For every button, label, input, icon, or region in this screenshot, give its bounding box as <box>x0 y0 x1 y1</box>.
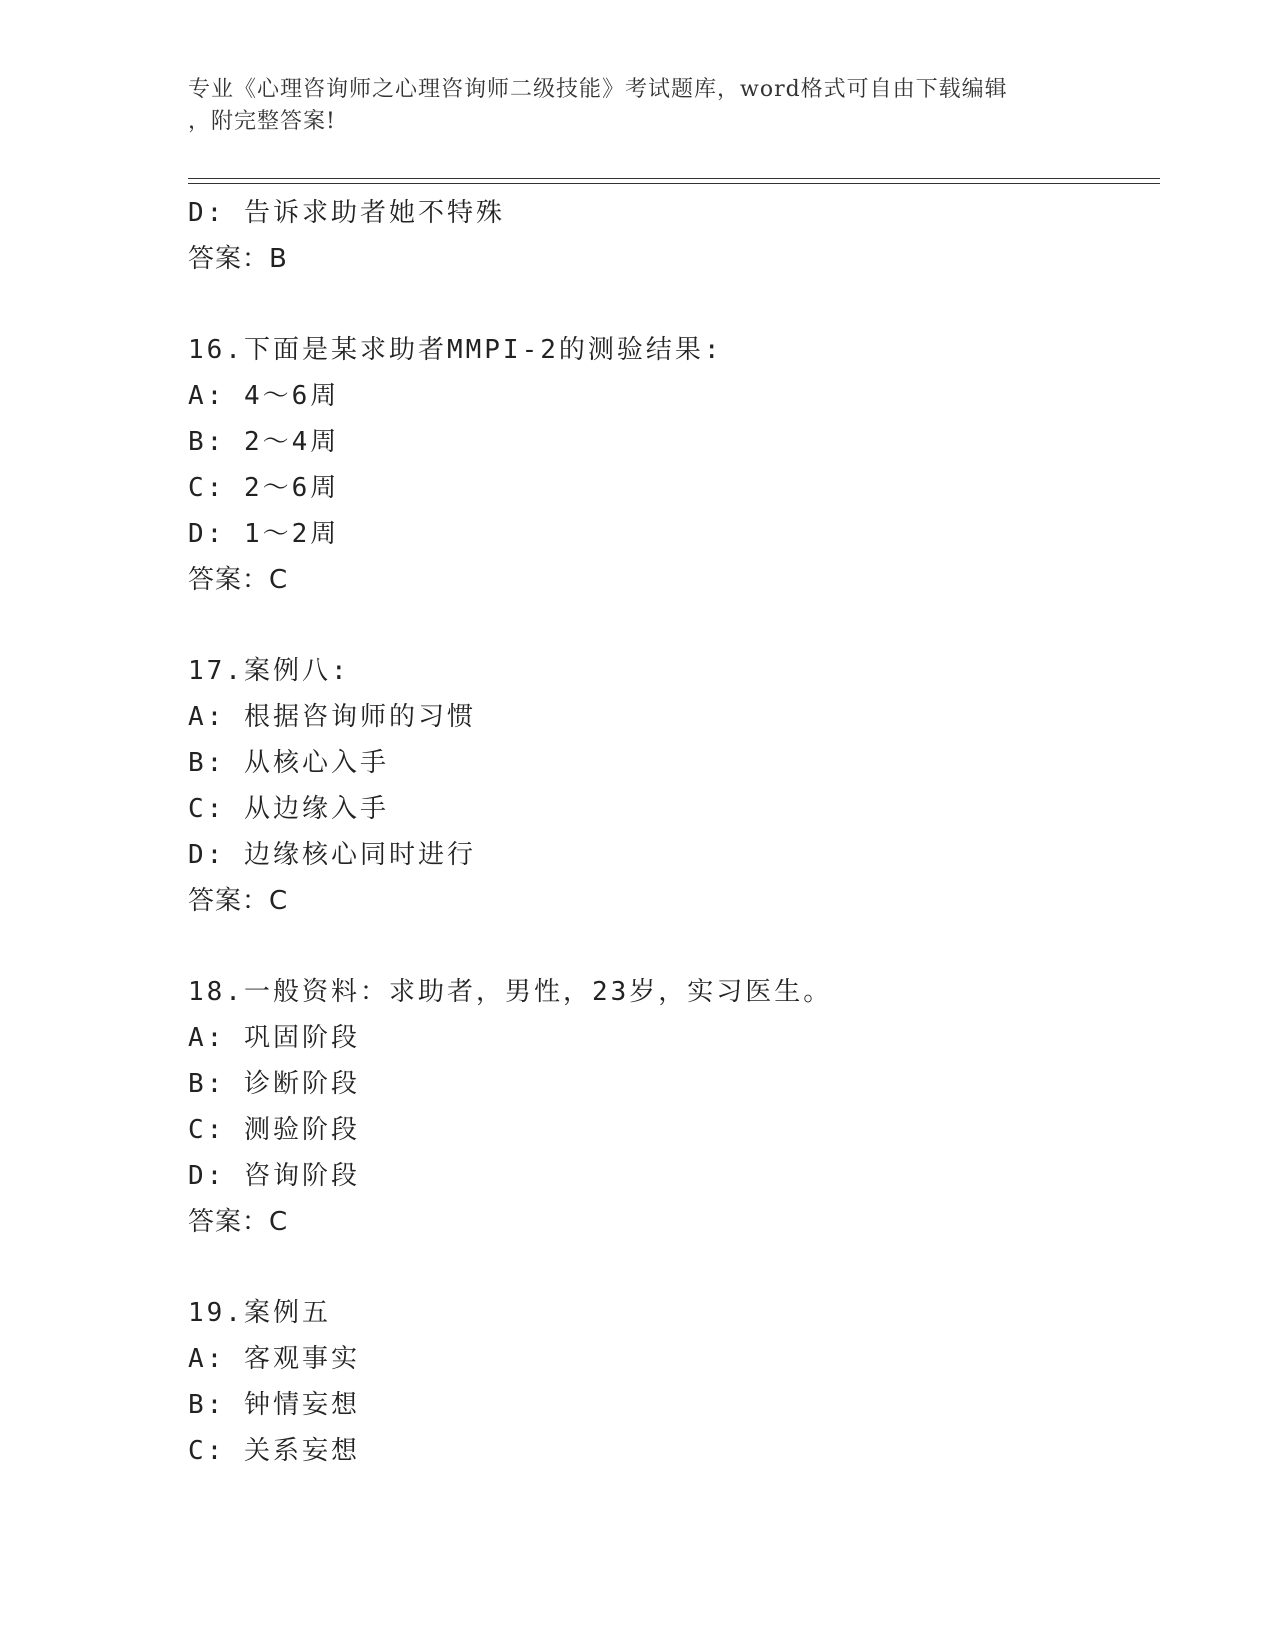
option-d: D: 边缘核心同时进行 <box>188 840 476 870</box>
spacer <box>188 603 1160 648</box>
question-16 <box>188 327 1160 603</box>
option-c: C: 关系妄想 <box>188 1436 360 1466</box>
question-stem: 18.一般资料：求助者，男性，23岁，实习医生。 <box>188 977 833 1007</box>
option-b: B: 诊断阶段 <box>188 1069 360 1099</box>
header-divider-bottom <box>188 183 1160 184</box>
spacer <box>188 1245 1160 1290</box>
question-17 <box>188 648 1160 924</box>
spacer <box>188 282 1160 327</box>
header-line-2: ，附完整答案! <box>188 109 336 134</box>
question-stem: 19.案例五 <box>188 1298 331 1328</box>
document-header <box>188 74 1088 138</box>
option-a: A: 巩固阶段 <box>188 1023 360 1053</box>
option-d: D: 1～2周 <box>188 519 340 549</box>
answer-line: 答案：C <box>188 886 289 916</box>
option-d: D: 咨询阶段 <box>188 1161 360 1191</box>
header-divider-top <box>188 178 1160 179</box>
question-list <box>188 190 1160 1474</box>
header-line-1: 专业《心理咨询师之心理咨询师二级技能》考试题库，word格式可自由下载编辑 <box>188 77 1008 102</box>
option-a: A: 根据咨询师的习惯 <box>188 702 476 732</box>
question-19 <box>188 1290 1160 1474</box>
option-a: A: 客观事实 <box>188 1344 360 1374</box>
option-c: C: 从边缘入手 <box>188 794 389 824</box>
answer-line: 答案：C <box>188 1207 289 1237</box>
option-b: B: 从核心入手 <box>188 748 389 778</box>
option-c: C: 2～6周 <box>188 473 340 503</box>
option-b: B: 2～4周 <box>188 427 340 457</box>
spacer <box>188 924 1160 969</box>
option-d: D: 告诉求助者她不特殊 <box>188 198 505 228</box>
option-c: C: 测验阶段 <box>188 1115 360 1145</box>
question-18 <box>188 969 1160 1245</box>
answer-line: 答案：C <box>188 565 289 595</box>
question-stem: 16.下面是某求助者MMPI-2的测验结果: <box>188 335 723 365</box>
option-b: B: 钟情妄想 <box>188 1390 360 1420</box>
answer-line: 答案：B <box>188 244 288 274</box>
option-a: A: 4～6周 <box>188 381 340 411</box>
question-stem: 17.案例八: <box>188 656 350 686</box>
previous-question-tail <box>188 190 1160 282</box>
